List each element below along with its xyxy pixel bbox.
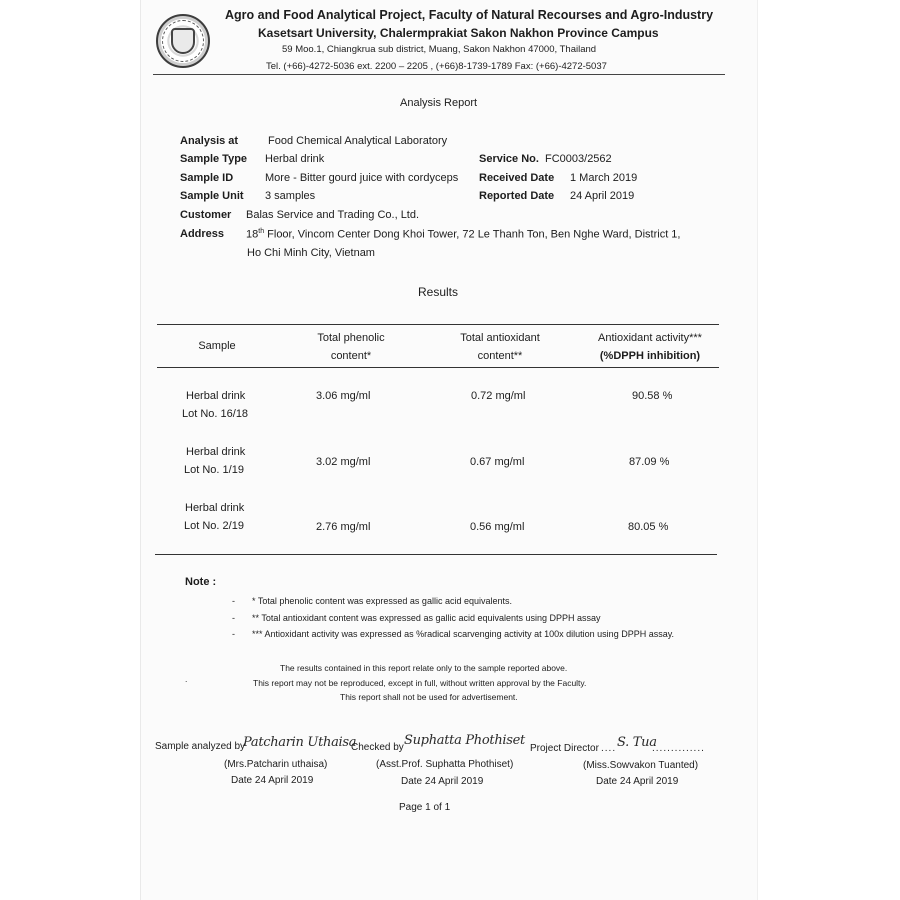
university-seal-icon xyxy=(156,14,210,68)
row1-sample-line2: Lot No. 16/18 xyxy=(182,408,249,420)
header-line-1: Agro and Food Analytical Project, Faculty of Natural Recourses and Agro-Industry xyxy=(225,8,714,22)
address-line-2: Ho Chi Minh City, Vietnam xyxy=(247,247,375,259)
analyzed-signature: Patcharin Uthaisa xyxy=(243,735,357,750)
row1-antioxidant: 0.72 mg/ml xyxy=(471,390,526,402)
row3-activity: 80.05 % xyxy=(628,521,669,533)
sample-unit-label: Sample Unit xyxy=(180,190,244,202)
address-floor-suffix: th xyxy=(258,228,265,235)
address-floor: 18 xyxy=(246,228,259,241)
header-divider xyxy=(153,74,725,75)
table-header-rule xyxy=(157,367,719,368)
service-no-label: Service No. xyxy=(479,153,539,165)
report-title: Analysis Report xyxy=(400,97,478,109)
received-date-label: Received Date xyxy=(479,172,555,184)
checked-by-label: Checked by xyxy=(351,742,404,753)
col-header-phenolic-1: Total phenolic xyxy=(317,332,385,344)
analyzed-by-label: Sample analyzed by xyxy=(155,741,246,752)
disclaimer-line-1: The results contained in this report relate only to the sample reported above. xyxy=(280,663,568,673)
disclaimer-line-2: This report may not be reproduced, except in full, without written approval by the Faculty. xyxy=(253,678,587,688)
checked-name: (Asst.Prof. Suphatta Phothiset) xyxy=(376,759,514,770)
col-header-activity-1: Antioxidant activity*** xyxy=(598,332,702,344)
analyzed-name: (Mrs.Patcharin uthaisa) xyxy=(224,759,328,770)
row1-phenolic: 3.06 mg/ml xyxy=(316,390,371,402)
analysis-at-value: Food Chemical Analytical Laboratory xyxy=(268,135,448,147)
director-name: (Miss.Sowvakon Tuanted) xyxy=(583,760,699,771)
row1-activity: 90.58 % xyxy=(632,390,673,402)
header-line-2: Kasetsart University, Chalermprakiat Sakon Nakhon Province Campus xyxy=(258,26,659,40)
sample-id-value: More - Bitter gourd juice with cordyceps xyxy=(265,172,459,184)
row3-sample-line2: Lot No. 2/19 xyxy=(184,520,244,532)
sample-type-label: Sample Type xyxy=(180,153,248,165)
director-dots-after: .............. xyxy=(652,743,705,754)
note-heading: Note : xyxy=(185,576,217,588)
col-header-antioxidant-1: Total antioxidant xyxy=(460,332,540,344)
reported-date-label: Reported Date xyxy=(479,190,555,202)
service-no-value: FC0003/2562 xyxy=(545,153,612,165)
address-line-1-rest: Floor, Vincom Center Dong Khoi Tower, 72 Le Thanh Ton, Ben Nghe Ward, District 1, xyxy=(264,228,681,241)
checked-date: Date 24 April 2019 xyxy=(401,776,484,787)
note-dash: - xyxy=(232,596,235,606)
col-header-phenolic-2: content* xyxy=(330,350,372,362)
page-number: Page 1 of 1 xyxy=(399,802,451,813)
header-contact: Tel. (+66)-4272-5036 ext. 2200 – 2205 , (+66)8-1739-1789 Fax: (+66)-4272-5037 xyxy=(266,61,607,72)
row3-sample-line1: Herbal drink xyxy=(185,502,245,514)
col-header-activity-2: (%DPPH inhibition) xyxy=(599,350,701,362)
director-signature: S. Tua xyxy=(617,735,657,750)
row2-phenolic: 3.02 mg/ml xyxy=(316,456,371,468)
row2-sample-line1: Herbal drink xyxy=(186,446,246,458)
address-label: Address xyxy=(180,228,225,240)
row3-antioxidant: 0.56 mg/ml xyxy=(470,521,525,533)
director-date: Date 24 April 2019 xyxy=(596,776,679,787)
col-header-antioxidant-2: content** xyxy=(477,350,523,362)
received-date-value: 1 March 2019 xyxy=(570,172,638,184)
col-header-sample: Sample xyxy=(198,340,236,352)
row3-phenolic: 2.76 mg/ml xyxy=(316,521,371,533)
results-title: Results xyxy=(418,285,459,299)
disclaimer-line-3: This report shall not be used for advertisement. xyxy=(340,692,518,702)
customer-label: Customer xyxy=(180,209,232,221)
address-line-1 xyxy=(246,228,680,241)
analysis-at-label: Analysis at xyxy=(180,135,239,147)
sample-unit-value: 3 samples xyxy=(265,190,316,202)
row1-sample-line1: Herbal drink xyxy=(186,390,246,402)
reported-date-value: 24 April 2019 xyxy=(570,190,635,202)
director-dots-before: .... xyxy=(601,743,617,754)
row2-antioxidant: 0.67 mg/ml xyxy=(470,456,525,468)
sample-type-value: Herbal drink xyxy=(265,153,325,165)
checked-signature: Suphatta Phothiset xyxy=(404,733,525,748)
note-item: * Total phenolic content was expressed as gallic acid equivalents. xyxy=(252,596,512,606)
header-address: 59 Moo.1, Chiangkrua sub district, Muang, Sakon Nakhon 47000, Thailand xyxy=(282,44,597,55)
row2-sample-line2: Lot No. 1/19 xyxy=(184,464,244,476)
seal-emblem xyxy=(171,28,195,54)
note-dash: - xyxy=(232,613,235,623)
table-top-rule xyxy=(157,324,719,325)
sample-id-label: Sample ID xyxy=(180,172,234,184)
note-item: ** Total antioxidant content was expressed as gallic acid equivalents using DPPH assay xyxy=(252,613,601,623)
row2-activity: 87.09 % xyxy=(629,456,670,468)
note-dash: - xyxy=(232,629,235,639)
note-item: *** Antioxidant activity was expressed as %radical scarvenging activity at 100x dilution using DPPH assay. xyxy=(252,629,675,639)
analyzed-date: Date 24 April 2019 xyxy=(231,775,314,786)
director-label: Project Director xyxy=(530,743,599,754)
customer-value: Balas Service and Trading Co., Ltd. xyxy=(246,209,420,221)
disclaimer-bullet: . xyxy=(185,674,188,684)
table-bottom-rule xyxy=(155,554,717,555)
